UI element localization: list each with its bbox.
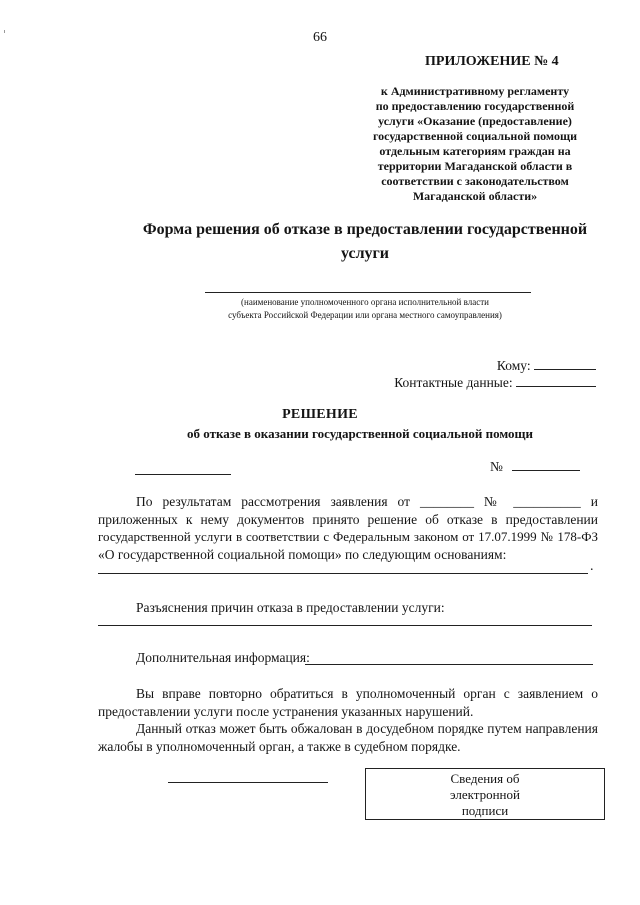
reglament-line: Магаданской области» xyxy=(412,189,538,203)
reglament-line: по предоставлению государственной xyxy=(375,99,575,113)
main-line: По результатам рассмотрения заявления от ________ № __________ и xyxy=(136,494,598,509)
recipient-label: Кому: xyxy=(496,358,531,373)
retry-line: Вы вправе повторно обратиться в уполномоченный орган с заявлением о xyxy=(136,686,598,701)
esign-line: электронной xyxy=(450,787,520,802)
appeal-line: Данный отказ может быть обжалован в досудебном порядке путем направления xyxy=(136,721,598,736)
retry-line: предоставлении услуги после устранения указанных нарушений. xyxy=(98,703,474,719)
page-number: 66 xyxy=(313,30,327,45)
decision-number-label: № xyxy=(490,459,503,474)
authority-caption-line: (наименование уполномоченного органа исполнительной власти xyxy=(241,297,489,307)
decision-date-field[interactable] xyxy=(135,474,231,475)
form-title xyxy=(140,218,590,266)
refusal-reasons-field[interactable] xyxy=(98,573,588,574)
extra-info-label: Дополнительная информация: xyxy=(136,650,310,665)
reglament-line: услуги «Оказание (предоставление) xyxy=(378,114,572,128)
appeal-line: жалобы в уполномоченный орган, а также в судебном порядке. xyxy=(98,738,461,754)
main-line: «О государственной социальной помощи» по следующим основаниям: xyxy=(98,546,507,562)
authority-caption xyxy=(185,296,545,322)
reasons-end-dot: . xyxy=(590,559,594,574)
decision-number-field[interactable] xyxy=(512,458,580,471)
reglament-line: к Административному регламенту xyxy=(380,84,570,98)
electronic-signature-text xyxy=(366,771,604,819)
electronic-signature-box xyxy=(365,768,605,820)
contacts-label: Контактные данные: xyxy=(394,375,513,390)
esign-line: подписи xyxy=(461,803,509,818)
form-title-line: Форма решения об отказе в предоставлении государственной xyxy=(142,221,588,238)
esign-line: Сведения об xyxy=(450,771,520,786)
decision-main-paragraph xyxy=(98,493,598,563)
decision-number-row xyxy=(490,458,580,475)
reglament-reference xyxy=(345,84,605,204)
reglament-line: территории Магаданской области в xyxy=(377,159,573,173)
authority-name-field[interactable] xyxy=(205,292,531,293)
authority-caption-line: субъекта Российской Федерации или органа местного самоуправления) xyxy=(228,310,502,320)
form-title-line: услуги xyxy=(340,245,390,262)
reglament-line: государственной социальной помощи xyxy=(373,129,577,143)
explanation-label: Разъяснения причин отказа в предоставлении услуги: xyxy=(136,600,445,615)
retry-paragraph xyxy=(98,685,598,720)
appeal-paragraph xyxy=(98,720,598,755)
contacts-row xyxy=(394,374,596,391)
reglament-line: отдельным категориям граждан на xyxy=(379,144,571,158)
main-line: государственной услуги в соответствии с Федеральным законом от 17.07.1999 № 178-ФЗ xyxy=(98,529,598,544)
main-line: приложенных к нему документов принято решение об отказе в предоставлении xyxy=(98,511,598,527)
appendix-title: ПРИЛОЖЕНИЕ № 4 xyxy=(425,54,559,69)
recipient-row xyxy=(497,357,596,374)
contacts-field[interactable] xyxy=(516,374,596,387)
recipient-field[interactable] xyxy=(534,357,596,370)
official-signature-field[interactable] xyxy=(168,782,328,783)
decision-subheading: об отказе в оказании государственной социальной помощи xyxy=(187,426,533,441)
extra-info-field[interactable] xyxy=(305,664,593,665)
reglament-line: соответствии с законодательством xyxy=(381,174,569,188)
decision-heading: РЕШЕНИЕ xyxy=(282,407,358,422)
explanation-field[interactable] xyxy=(98,625,592,626)
